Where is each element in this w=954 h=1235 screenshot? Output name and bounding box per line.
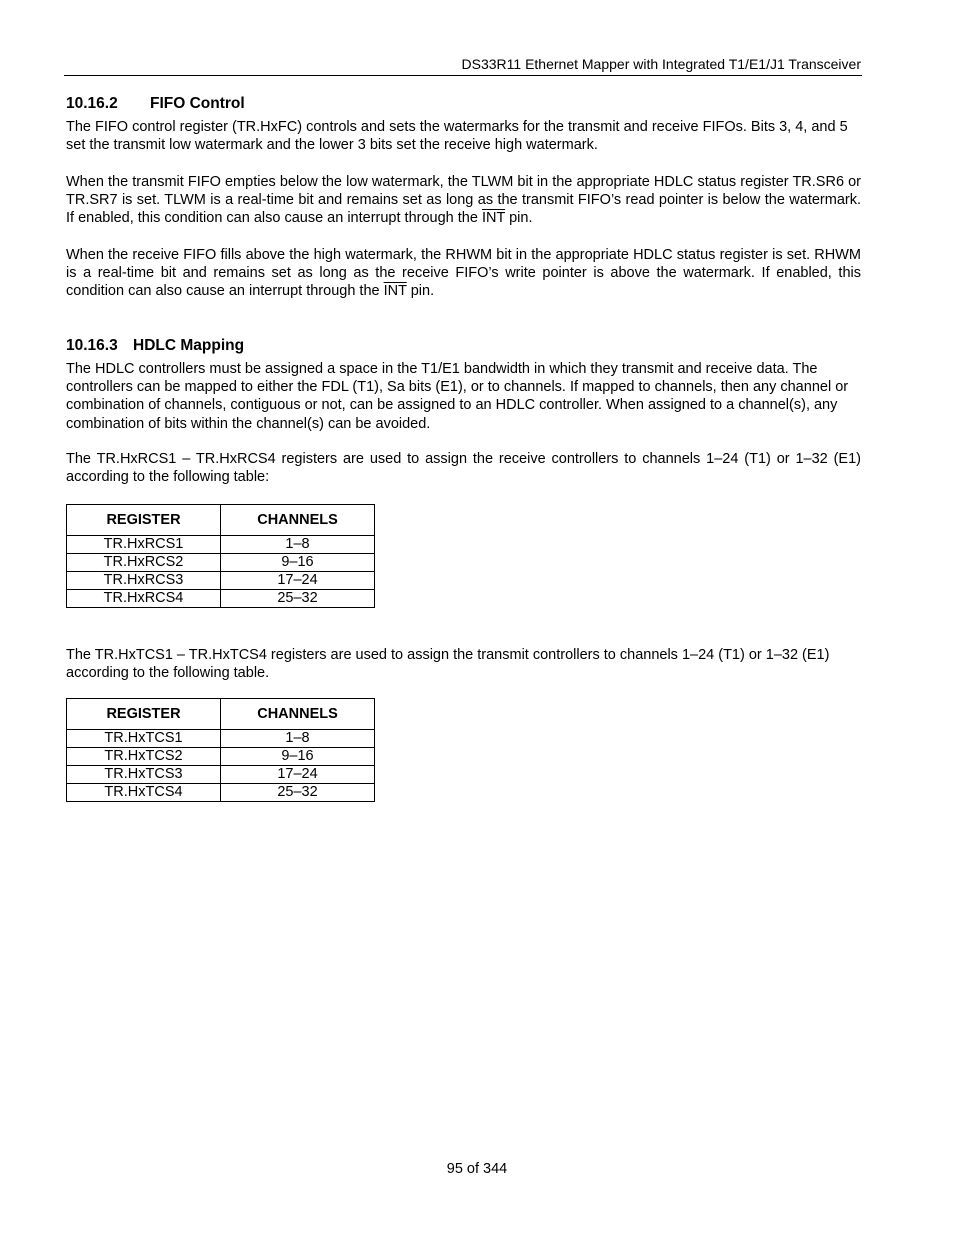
table-row (67, 766, 375, 784)
receive-register-table (66, 504, 375, 608)
channels-cell: 25–32 (221, 784, 375, 802)
header-divider (64, 75, 862, 76)
channels-cell: 1–8 (221, 536, 375, 554)
column-header-register: REGISTER (67, 699, 221, 730)
register-cell: TR.HxTCS3 (67, 766, 221, 784)
section-number: 10.16.2 (66, 95, 118, 112)
table-header-row (67, 699, 375, 730)
table-row (67, 572, 375, 590)
channels-cell: 9–16 (221, 748, 375, 766)
register-cell: TR.HxTCS2 (67, 748, 221, 766)
int-pin-label: $\overline{INT}$ (481, 210, 506, 227)
column-header-register: REGISTER (67, 505, 221, 536)
column-header-channels: CHANNELS (221, 505, 375, 536)
table-row (67, 784, 375, 802)
hdlc-paragraph-2: The TR.HxRCS1 – TR.HxRCS4 registers are used to assign the receive controllers to channels 1–24 (T1) or 1–32 (E1) according to the following table: (66, 451, 861, 486)
table-row (67, 554, 375, 572)
int-pin-label: $\overline{INT}$ (383, 283, 407, 300)
table-row (67, 590, 375, 608)
fifo-paragraph-3-text: When the receive FIFO fills above the high watermark, the RHWM bit in the appropriate HDLC status register is set. RHWM is a real-time bit and remains set as long as the receive FIFO’s write pointer is above the watermark. If enabled, this condition can also cause an interrupt through the (66, 247, 861, 300)
section-title: FIFO Control (150, 95, 245, 112)
register-cell: TR.HxRCS3 (67, 572, 221, 590)
page-header-title: DS33R11 Ethernet Mapper with Integrated T1/E1/J1 Transceiver (461, 56, 861, 72)
table-row (67, 730, 375, 748)
section-title: HDLC Mapping (133, 337, 245, 354)
fifo-paragraph-2-end: pin. (505, 210, 533, 227)
table-row (67, 748, 375, 766)
register-cell: TR.HxRCS2 (67, 554, 221, 572)
channels-cell: 1–8 (221, 730, 375, 748)
page-number: 95 of 344 (446, 1161, 508, 1177)
table-row (67, 536, 375, 554)
section-heading-hdlc-mapping (66, 337, 244, 355)
hdlc-paragraph-3: The TR.HxTCS1 – TR.HxTCS4 registers are used to assign the transmit controllers to channels 1–24 (T1) or 1–32 (E1) according to the following table. (66, 647, 830, 682)
column-header-channels: CHANNELS (221, 699, 375, 730)
channels-cell: 25–32 (221, 590, 375, 608)
register-cell: TR.HxTCS1 (67, 730, 221, 748)
fifo-paragraph-3-end: pin. (406, 283, 435, 300)
table-header-row (67, 505, 375, 536)
register-cell: TR.HxTCS4 (67, 784, 221, 802)
fifo-paragraph-2-text: When the transmit FIFO empties below the low watermark, the TLWM bit in the appropriate HDLC status register TR.SR6 or TR.SR7 is set. TLWM is a real-time bit and remains set as long as the transmit FIFO’s read pointer is below the watermark. If enabled, this condition can also cause an interrupt through the (66, 174, 861, 227)
section-number: 10.16.3 (66, 337, 118, 354)
fifo-paragraph-1: The FIFO control register (TR.HxFC) controls and sets the watermarks for the transmit and receive FIFOs. Bits 3, 4, and 5 set the transmit low watermark and the lower 3 bits set the receive high watermark. (66, 119, 848, 154)
channels-cell: 9–16 (221, 554, 375, 572)
transmit-register-table (66, 698, 375, 802)
section-heading-fifo-control (66, 95, 245, 113)
channels-cell: 17–24 (221, 766, 375, 784)
channels-cell: 17–24 (221, 572, 375, 590)
register-cell: TR.HxRCS1 (67, 536, 221, 554)
fifo-paragraph-2 (66, 173, 861, 228)
fifo-paragraph-3 (66, 246, 861, 301)
hdlc-paragraph-1: The HDLC controllers must be assigned a space in the T1/E1 bandwidth in which they transmit and receive data. The controllers can be mapped to either the FDL (T1), Sa bits (E1), or to channels. If mapped to channels, then any channel or combination of channels, contiguous or not, can be assigned to an HDLC controller. When assigned to a channel(s), any combination of bits within the channel(s) can be avoided. (66, 361, 849, 432)
register-cell: TR.HxRCS4 (67, 590, 221, 608)
